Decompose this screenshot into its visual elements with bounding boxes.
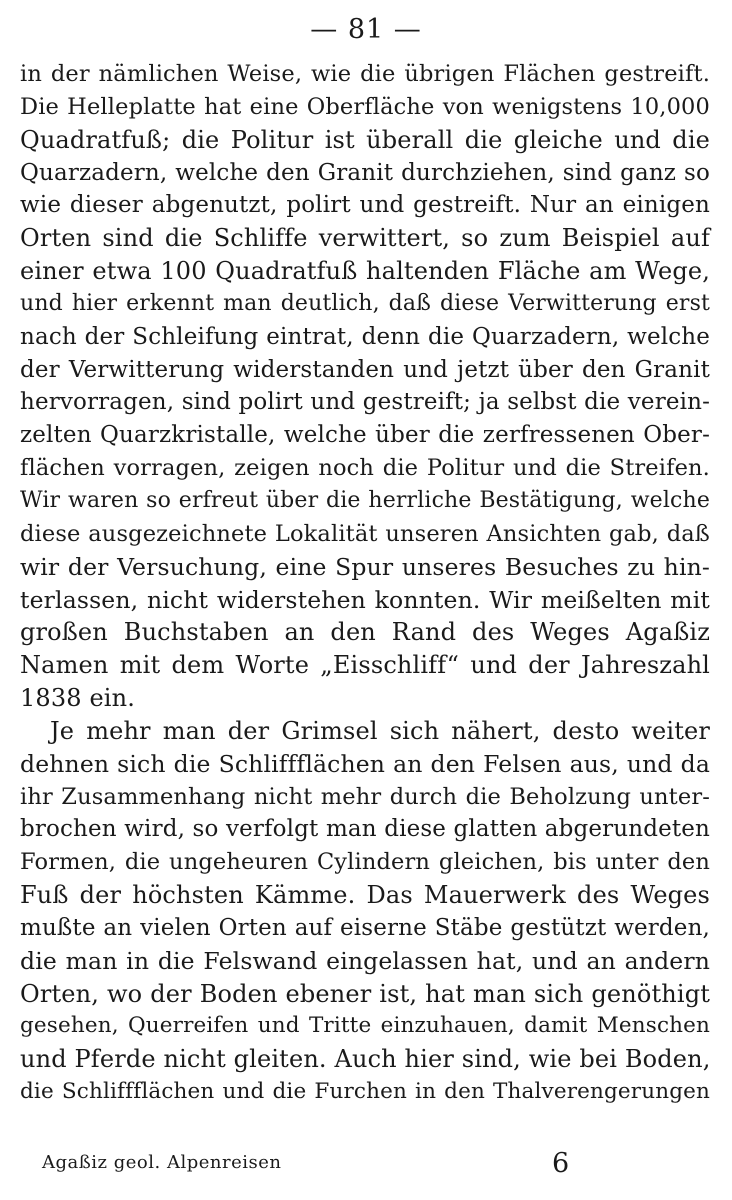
text-line: Orten sind die Schliffe verwittert, so zum Beispiel auf [20, 224, 710, 253]
text-line: diese ausgezeichnete Lokalität unseren Ansichten gab, daß [20, 520, 710, 547]
page-footer [20, 1148, 710, 1184]
text-line: Wir waren so erfreut über die herrliche Bestätigung, welche [20, 487, 710, 513]
text-line: Die Helleplatte hat eine Oberfläche von wenigstens 10,000 [20, 93, 710, 120]
text-line: einer etwa 100 Quadratfuß haltenden Fläche am Wege, [20, 257, 710, 286]
text-line: großen Buchstaben an den Rand des Weges Agaßiz [20, 618, 710, 647]
text-line: mußte an vielen Orten auf eiserne Stäbe gestützt werden, [20, 914, 710, 941]
text-line: zelten Quarzkristalle, welche über die zerfressenen Ober- [20, 422, 710, 449]
text-line: flächen vorragen, zeigen noch die Politur und die Streifen. [20, 455, 710, 482]
sheet-number: 6 [552, 1148, 570, 1179]
body-text [20, 58, 710, 1109]
text-line: brochen wird, so verfolgt man diese glatten abgerundeten [20, 816, 710, 843]
text-line: terlassen, nicht widerstehen konnten. Wir meißelten mit [20, 585, 710, 614]
text-line: ihr Zusammenhang nicht mehr durch die Beholzung unter- [20, 783, 710, 810]
text-line: gesehen, Querreifen und Tritte einzuhauen, damit Menschen [20, 1013, 710, 1039]
signature-mark: Agaßiz geol. Alpenreisen [42, 1152, 282, 1173]
text-line: wie dieser abgenutzt, polirt und gestreift. Nur an einigen [20, 192, 710, 219]
text-line: in der nämlichen Weise, wie die übrigen Flächen gestreift. [20, 61, 710, 87]
text-line: die man in die Felswand eingelassen hat, und an andern [20, 946, 710, 975]
text-line: Orten, wo der Boden ebener ist, hat man sich genöthigt [20, 979, 710, 1008]
text-line: die Schliffflächen und die Furchen in den Thalverengerungen [20, 1079, 710, 1105]
text-line: Quadratfuß; die Politur ist überall die gleiche und die [20, 125, 710, 154]
text-line: Je mehr man der Grimsel sich nähert, desto weiter [50, 716, 710, 745]
text-line: dehnen sich die Schliffflächen an den Felsen aus, und da [20, 749, 710, 778]
text-line: nach der Schleifung eintrat, denn die Quarzadern, welche [20, 323, 710, 350]
page-number: — 81 — [310, 14, 422, 45]
text-line: Fuß der höchsten Kämme. Das Mauerwerk des Weges [20, 881, 710, 910]
text-line: Quarzadern, welche den Granit durchziehen, sind ganz so [20, 159, 710, 186]
text-line: Namen mit dem Worte „Eisschliff“ und der Jahreszahl [20, 651, 710, 680]
text-line: 1838 ein. [20, 684, 136, 713]
text-line: hervorragen, sind polirt und gestreift; ja selbst die verein- [20, 389, 710, 416]
text-line: Formen, die ungeheuren Cylindern gleichen, bis unter den [20, 849, 710, 876]
text-line: und hier erkennt man deutlich, daß diese Verwitterung erst [20, 290, 710, 316]
text-line: der Verwitterung widerstanden und jetzt über den Granit [20, 356, 710, 383]
text-line: wir der Versuchung, eine Spur unseres Besuches zu hin- [20, 552, 710, 581]
text-line: und Pferde nicht gleiten. Auch hier sind, wie bei Boden, [20, 1045, 711, 1074]
